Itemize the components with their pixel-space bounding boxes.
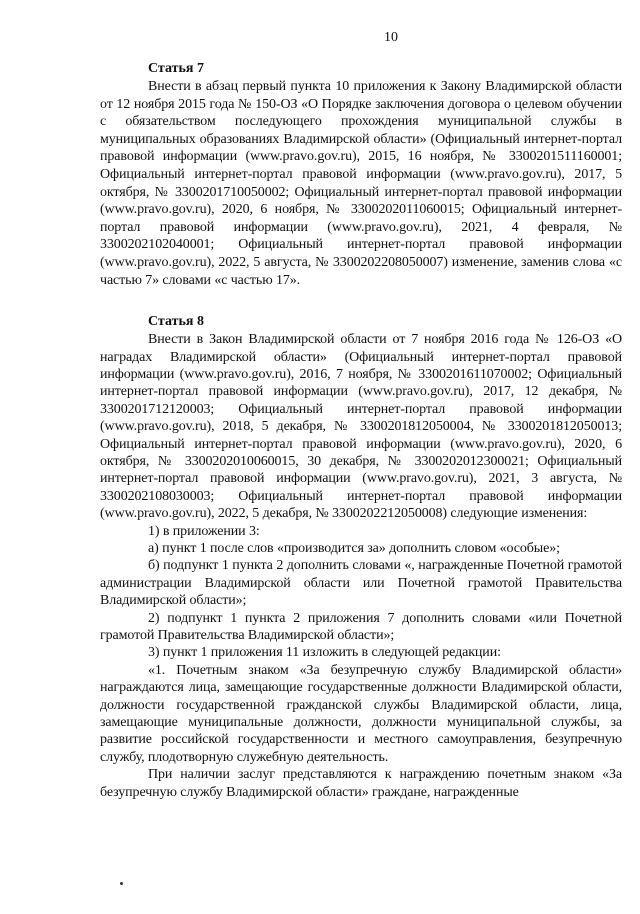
article-8-item: 3) пункт 1 приложения 11 изложить в следующей редакции: (148, 645, 501, 661)
article-8-title: Статья 8 (148, 314, 204, 330)
article-8-item: 2) подпункт 1 пункта 2 приложения 7 дополнить словами «или Почетной грамотой Правительства Владимирской области»; (100, 610, 622, 644)
article-8-item: а) пункт 1 после слов «производится за» дополнить словом «особые»; (148, 541, 560, 556)
article-8-item: б) подпункт 1 пункта 2 дополнить словами «, награжденные Почетной грамотой администрации Владимирской области или Почетной грамотой Правительства Владимирской области»; (100, 558, 622, 609)
scan-speck (120, 882, 123, 885)
article-8 (100, 313, 622, 801)
article-8-item: «1. Почетным знаком «За безупречную службу Владимирской области» награждаются лица, замещающие государственные должности Владимирской области, должности государственной гражданской службы Владимирской области, лица, замещающие муниципальные должности, должности муниципальной службы, за развитие российской государственности и местного самоуправления, безупречную службу, плодотворную служебную деятельность. (100, 662, 622, 765)
article-7-title: Статья 7 (148, 61, 204, 76)
article-8-item: 1) в приложении 3: (148, 523, 260, 539)
article-8-intro: Внести в Закон Владимирской области от 7 ноября 2016 года № 126-ОЗ «О наградах Владимирской области» (Официальный интернет-портал правовой информации (www.pravo.gov.ru), 2016, 7 ноября, № 3300201611070002; Официальный интернет-портал правовой информации (www.pravo.gov.ru), 2017, 12 декабря, № 3300201712120003; Официальный интернет-портал правовой информации (www.pravo.gov.ru), 2018, 5 декабря, № 3300201812050004, № 3300201812050013; Официальный интернет-портал правовой информации (www.pravo.gov.ru), 2020, 6 октября, № 3300202010060015, 30 декабря, № 3300202012300021; Официальный интернет-портал правовой информации (www.pravo.gov.ru), 2021, 3 августа, № 3300202108030003; Официальный интернет-портал правовой информации (www.pravo.gov.ru), 2022, 5 декабря, № 3300202212050008) следующие изменения: (100, 332, 622, 522)
page-number: 10 (384, 30, 398, 45)
article-7-paragraph: Внести в абзац первый пункта 10 приложения к Закону Владимирской области от 12 ноября 2015 года № 150-ОЗ «О Порядке заключения договора о целевом обучении с обязательством последующего прохождения муниципальной службы в муниципальных образованиях Владимирской области» (Официальный интернет-портал правовой информации (www.pravo.gov.ru), 2015, 16 ноября, № 3300201511160001; Официальный интернет-портал правовой информации (www.pravo.gov.ru), 2017, 5 октября, № 3300201710050002; Официальный интернет-портал правовой информации (www.pravo.gov.ru), 2020, 6 ноября, № 3300202011060015; Официальный интернет-портал правовой информации (www.pravo.gov.ru), 2021, 4 февраля, № 3300202102040001; Официальный интернет-портал правовой информации (www.pravo.gov.ru), 2022, 5 августа, № 3300202208050007) изменение, заменив слова «с частью 7» словами «с частью 17». (100, 79, 622, 288)
article-8-item: При наличии заслуг представляются к награждению почетным знаком «За безупречную службу Владимирской области» граждане, награжденные (100, 767, 622, 800)
section-gap (100, 289, 622, 313)
article-7 (100, 60, 622, 289)
